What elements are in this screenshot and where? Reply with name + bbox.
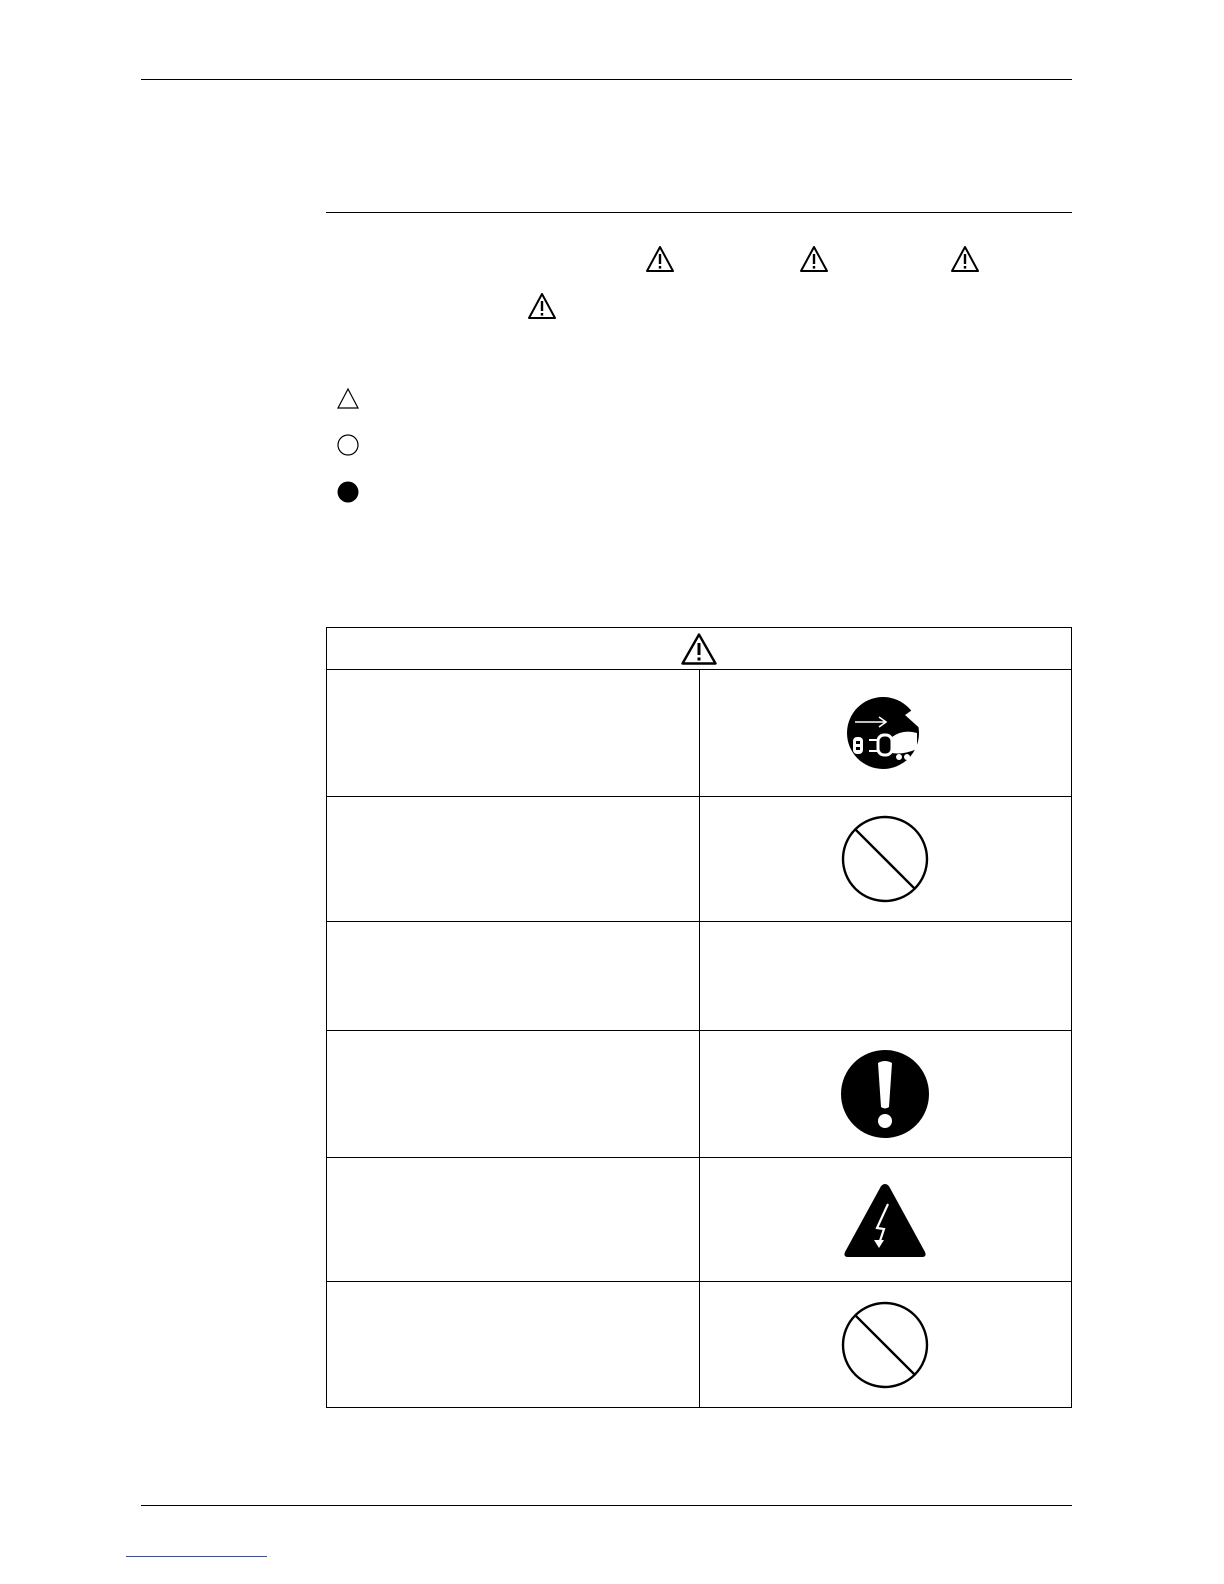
row-icon-cell bbox=[699, 797, 1072, 922]
mandatory-action-icon bbox=[840, 1049, 930, 1139]
outline-circle-icon bbox=[336, 433, 360, 457]
warning-triangle-icon bbox=[645, 245, 675, 273]
prohibition-icon bbox=[840, 814, 930, 904]
row-text-cell bbox=[327, 670, 700, 797]
row-icon-cell bbox=[699, 1158, 1072, 1282]
warning-triangle-icon bbox=[799, 245, 829, 273]
row-icon-cell bbox=[699, 670, 1072, 797]
table-row bbox=[327, 670, 1072, 797]
table-header-cell bbox=[327, 628, 1072, 670]
row-icon-cell bbox=[699, 1282, 1072, 1408]
header-rule bbox=[141, 79, 1072, 80]
table-row bbox=[327, 922, 1072, 1031]
row-icon-cell bbox=[699, 1031, 1072, 1158]
prohibition-icon bbox=[840, 1300, 930, 1390]
table-header-row bbox=[327, 628, 1072, 670]
row-text-cell bbox=[327, 1031, 700, 1158]
row-text-cell bbox=[327, 1282, 700, 1408]
section-rule bbox=[326, 212, 1072, 213]
unplug-power-icon bbox=[845, 693, 925, 773]
warning-triangle-icon bbox=[527, 292, 557, 320]
row-icon-cell-empty bbox=[699, 922, 1072, 1031]
warning-triangle-icon bbox=[680, 632, 718, 666]
table-row bbox=[327, 1282, 1072, 1408]
safety-table bbox=[326, 627, 1072, 1408]
electric-shock-warning-icon bbox=[843, 1182, 927, 1258]
row-text-cell bbox=[327, 922, 700, 1031]
row-text-cell bbox=[327, 797, 700, 922]
table-row bbox=[327, 1158, 1072, 1282]
table-row bbox=[327, 797, 1072, 922]
warning-triangle-icon bbox=[950, 245, 980, 273]
table-row bbox=[327, 1031, 1072, 1158]
outline-triangle-icon bbox=[336, 387, 360, 411]
row-text-cell bbox=[327, 1158, 700, 1282]
footer-link-underline[interactable] bbox=[126, 1556, 267, 1557]
filled-circle-icon bbox=[336, 480, 360, 504]
footer-rule bbox=[141, 1505, 1072, 1506]
